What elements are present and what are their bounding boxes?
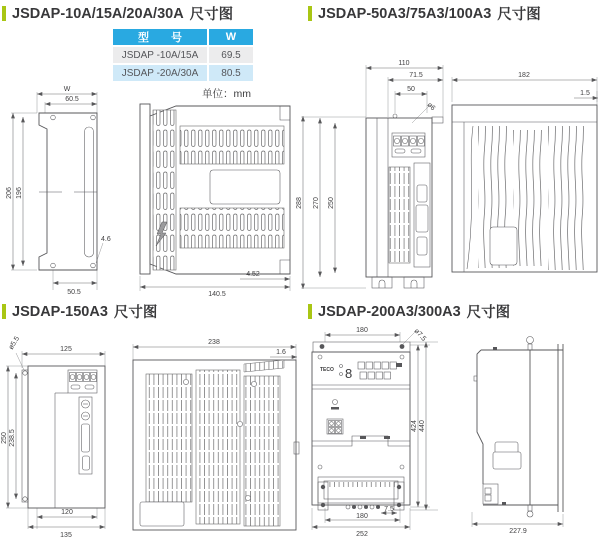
table-header-row bbox=[113, 29, 253, 45]
dim-125: 125 bbox=[60, 346, 72, 353]
dim-424: 424 bbox=[411, 420, 418, 432]
screw bbox=[245, 495, 250, 500]
connector-small bbox=[417, 237, 427, 255]
section-title-text: JSDAP-150A3 bbox=[12, 303, 108, 320]
model-width-table bbox=[111, 27, 255, 83]
connector-column bbox=[414, 163, 430, 267]
vent-slats bbox=[146, 374, 192, 502]
connector-small bbox=[83, 456, 90, 470]
dim-hole-75: ø7.5 bbox=[412, 327, 428, 343]
dim-250: 250 bbox=[1, 432, 8, 444]
dim-75: 7.5 bbox=[384, 506, 394, 513]
nameplate-label bbox=[210, 170, 280, 204]
dim-w: W bbox=[63, 86, 71, 93]
dim-46: 4.6 bbox=[101, 236, 111, 243]
nameplate-label bbox=[493, 452, 521, 469]
table-header-model: 型 号 bbox=[113, 29, 207, 45]
seven-segment-display: 8 bbox=[345, 366, 353, 381]
dim-605: 60.5 bbox=[65, 96, 79, 103]
drive-body bbox=[366, 117, 443, 288]
screw bbox=[183, 379, 188, 384]
drawing-10a-side-view bbox=[120, 86, 298, 298]
vent-waves bbox=[548, 126, 586, 270]
dim-hole-6: ø6 bbox=[425, 101, 437, 113]
section-title-text: JSDAP-50A3/75A3/100A3 bbox=[318, 5, 492, 22]
table-row bbox=[113, 47, 253, 63]
dim-2279: 227.9 bbox=[509, 528, 527, 535]
panel-button bbox=[376, 372, 383, 379]
vent-slats bbox=[196, 370, 240, 524]
drawing-50a3-side-view bbox=[446, 64, 600, 302]
title-accent-bar bbox=[2, 304, 6, 319]
terminal-strip bbox=[326, 482, 396, 487]
drive-body bbox=[133, 360, 299, 530]
section-title-suffix: 尺寸图 bbox=[497, 7, 541, 23]
dim-16: 1.6 bbox=[276, 349, 286, 356]
section-title-150a3 bbox=[2, 301, 157, 322]
section-title-200a3 bbox=[308, 301, 510, 322]
vent-band-upper bbox=[180, 126, 284, 164]
dim-182: 182 bbox=[518, 72, 530, 79]
dim-2385: 238.5 bbox=[9, 429, 16, 447]
eyebolt-top bbox=[527, 337, 534, 344]
dim-lines bbox=[140, 271, 290, 298]
drawing-10a-rear-view bbox=[2, 85, 117, 297]
bracket-bolt bbox=[400, 344, 405, 349]
dim-hole-55: ø5.5 bbox=[7, 335, 22, 352]
mounting-tabs bbox=[372, 277, 424, 288]
dim-238: 238 bbox=[208, 339, 220, 346]
drive-body bbox=[22, 366, 105, 508]
drawing-150a3-front-view bbox=[2, 334, 126, 538]
terminal-block bbox=[68, 370, 97, 393]
dim-15: 1.5 bbox=[580, 90, 590, 97]
vent-strip-top bbox=[244, 360, 284, 372]
screw bbox=[237, 421, 242, 426]
dim-lines bbox=[452, 72, 598, 105]
dim-135: 135 bbox=[60, 532, 72, 538]
control-panel bbox=[312, 362, 410, 389]
title-accent-bar bbox=[308, 304, 312, 319]
indicator-led bbox=[340, 365, 343, 368]
section-title-suffix: 尺寸图 bbox=[113, 305, 158, 321]
mounting-plate bbox=[39, 113, 97, 270]
nameplate-label bbox=[490, 227, 517, 265]
dim-715: 71.5 bbox=[409, 72, 423, 79]
drive-body bbox=[474, 337, 563, 518]
section-title-suffix: 尺寸图 bbox=[189, 7, 234, 23]
panel-button bbox=[368, 372, 375, 379]
table-cell-model: JSDAP -10A/15A bbox=[113, 47, 207, 63]
side-clip bbox=[294, 442, 299, 454]
drive-body bbox=[140, 104, 290, 274]
dim-206: 206 bbox=[6, 187, 13, 199]
drive-body bbox=[312, 342, 410, 510]
charge-indicator bbox=[333, 400, 338, 405]
dim-288: 288 bbox=[296, 197, 303, 209]
section-title-text: JSDAP-200A3/300A3 bbox=[318, 303, 461, 320]
brand-logo: TECO bbox=[320, 367, 334, 373]
title-accent-bar bbox=[2, 6, 6, 21]
dim-452: 4.52 bbox=[246, 271, 260, 278]
drawing-150a3-side-view bbox=[124, 334, 302, 538]
eyebolt-bottom bbox=[527, 511, 533, 517]
panel-button bbox=[360, 372, 367, 379]
section-title-50a3 bbox=[308, 3, 541, 24]
indicator-led bbox=[340, 373, 343, 376]
bracket-bolt bbox=[320, 344, 325, 349]
dim-180-bottom: 180 bbox=[356, 513, 368, 520]
connector-large bbox=[416, 205, 428, 232]
drawing-50a3-front-view bbox=[296, 55, 454, 300]
dim-lines bbox=[472, 512, 563, 535]
dim-180-top: 180 bbox=[356, 327, 368, 334]
dim-196: 196 bbox=[16, 187, 23, 199]
section-title-suffix: 尺寸图 bbox=[466, 305, 511, 321]
vent-slots bbox=[389, 167, 410, 263]
dim-110: 110 bbox=[398, 60, 410, 67]
vent-waves bbox=[513, 130, 544, 266]
dim-505: 50.5 bbox=[67, 289, 81, 296]
vent-band-lower bbox=[180, 208, 284, 248]
terminal-block bbox=[392, 133, 425, 157]
unit-label: 单位：mm bbox=[202, 88, 251, 100]
screw bbox=[251, 381, 256, 386]
dim-lines bbox=[312, 327, 438, 538]
dim-lines bbox=[133, 339, 297, 360]
table-cell-model: JSDAP -20A/30A bbox=[113, 65, 207, 81]
panel-button bbox=[384, 372, 391, 379]
connector-column bbox=[79, 397, 92, 474]
dim-440: 440 bbox=[419, 420, 426, 432]
drawing-200a3-side-view bbox=[436, 324, 600, 538]
dim-lines bbox=[296, 60, 443, 289]
terminal-block-small bbox=[327, 419, 343, 434]
dim-250: 250 bbox=[328, 197, 335, 209]
title-accent-bar bbox=[308, 6, 312, 21]
connector-dsub bbox=[82, 424, 90, 452]
table-header-w: W bbox=[209, 29, 253, 45]
vent-slats bbox=[244, 376, 280, 526]
dim-270: 270 bbox=[313, 197, 320, 209]
dim-120: 120 bbox=[61, 509, 73, 516]
connector-dsub bbox=[417, 185, 427, 202]
table-cell-w: 69.5 bbox=[209, 47, 253, 63]
table-row bbox=[113, 65, 253, 81]
section-title-text: JSDAP-10A/15A/20A/30A bbox=[12, 5, 184, 22]
dim-252: 252 bbox=[356, 531, 368, 538]
nameplate-label bbox=[140, 502, 184, 526]
table-cell-w: 80.5 bbox=[209, 65, 253, 81]
dim-50: 50 bbox=[407, 86, 415, 93]
section-title-10a bbox=[2, 3, 233, 24]
vent-column bbox=[153, 110, 176, 270]
drive-body bbox=[452, 105, 597, 272]
dim-1405: 140.5 bbox=[208, 291, 226, 298]
